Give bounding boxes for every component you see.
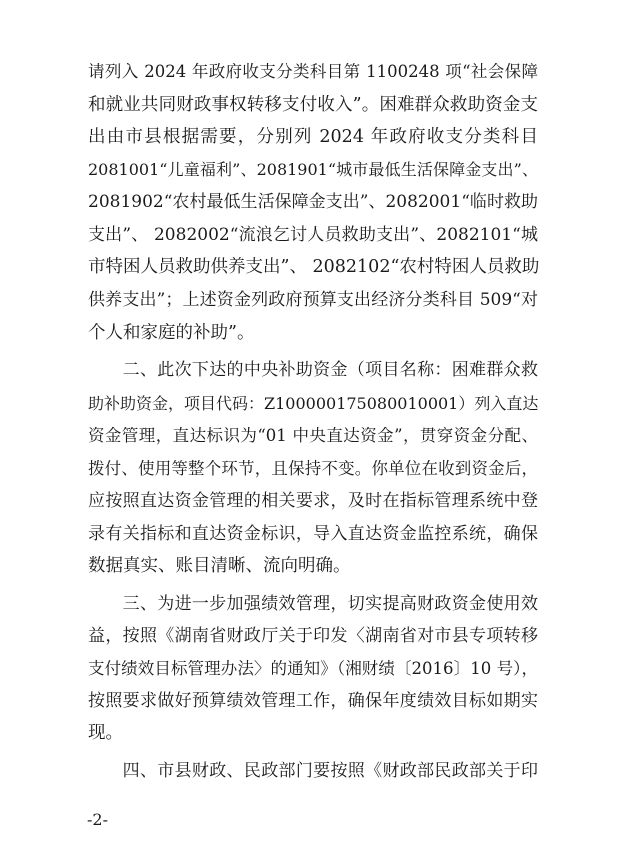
body-line: 助补助资金，项目代码：Z100000175080010001）列入直达	[88, 394, 539, 413]
body-line: 拨付、使用等整个环节，且保持不变。你单位在收到资金后，	[88, 459, 538, 478]
body-line: 2081902“农村最低生活保障金支出”、2082001“临时救助	[88, 192, 538, 212]
body-line: 三、为进一步加强绩效管理，切实提高财政资金使用效	[88, 594, 538, 614]
body-line: 市特困人员救助供养支出”、 2082102“农村特困人员救助	[88, 257, 540, 277]
body-line: 数据真实、账目清晰、流向明确。	[88, 556, 351, 576]
body-line: 益，按照《湖南省财政厅关于印发〈湖南省对市县专项转移	[88, 626, 538, 646]
body-line: 支付绩效目标管理办法〉的通知》（湘财绩〔2016〕10 号），	[88, 659, 538, 678]
body-line: 资金管理，直达标识为“01 中央直达资金”，贯穿资金分配、	[88, 426, 538, 445]
body-line: 二、此次下达的中央补助资金（项目名称：困难群众救	[88, 360, 538, 380]
body-line: 供养支出”；上述资金列政府预算支出经济分类科目 509“对	[88, 290, 538, 310]
body-line: 请列入 2024 年政府收支分类科目第 1100248 项“社会保障	[88, 62, 539, 81]
body-line: 应按照直达资金管理的相关要求，及时在指标管理系统中登	[88, 491, 538, 511]
body-line: 出由市县根据需要，分别列 2024 年政府收支分类科目	[88, 127, 538, 147]
body-line: 按照要求做好预算绩效管理工作，确保年度绩效目标如期实	[88, 691, 538, 711]
body-line: 个人和家庭的补助”。	[88, 323, 255, 343]
body-line: 和就业共同财政事权转移支付收入”。困难群众救助资金支	[88, 95, 538, 115]
body-line: 2081001“儿童福利”、2081901“城市最低生活保障金支出”、	[88, 160, 538, 179]
body-line: 支出”、 2082002“流浪乞讨人员救助支出”、2082101“城	[88, 225, 538, 245]
page-number: -2-	[87, 810, 108, 829]
body-line: 四、市县财政、民政部门要按照《财政部民政部关于印	[88, 761, 538, 781]
body-line: 现。	[88, 723, 123, 743]
body-line: 录有关指标和直达资金标识，导入直达资金监控系统，确保	[88, 524, 538, 544]
